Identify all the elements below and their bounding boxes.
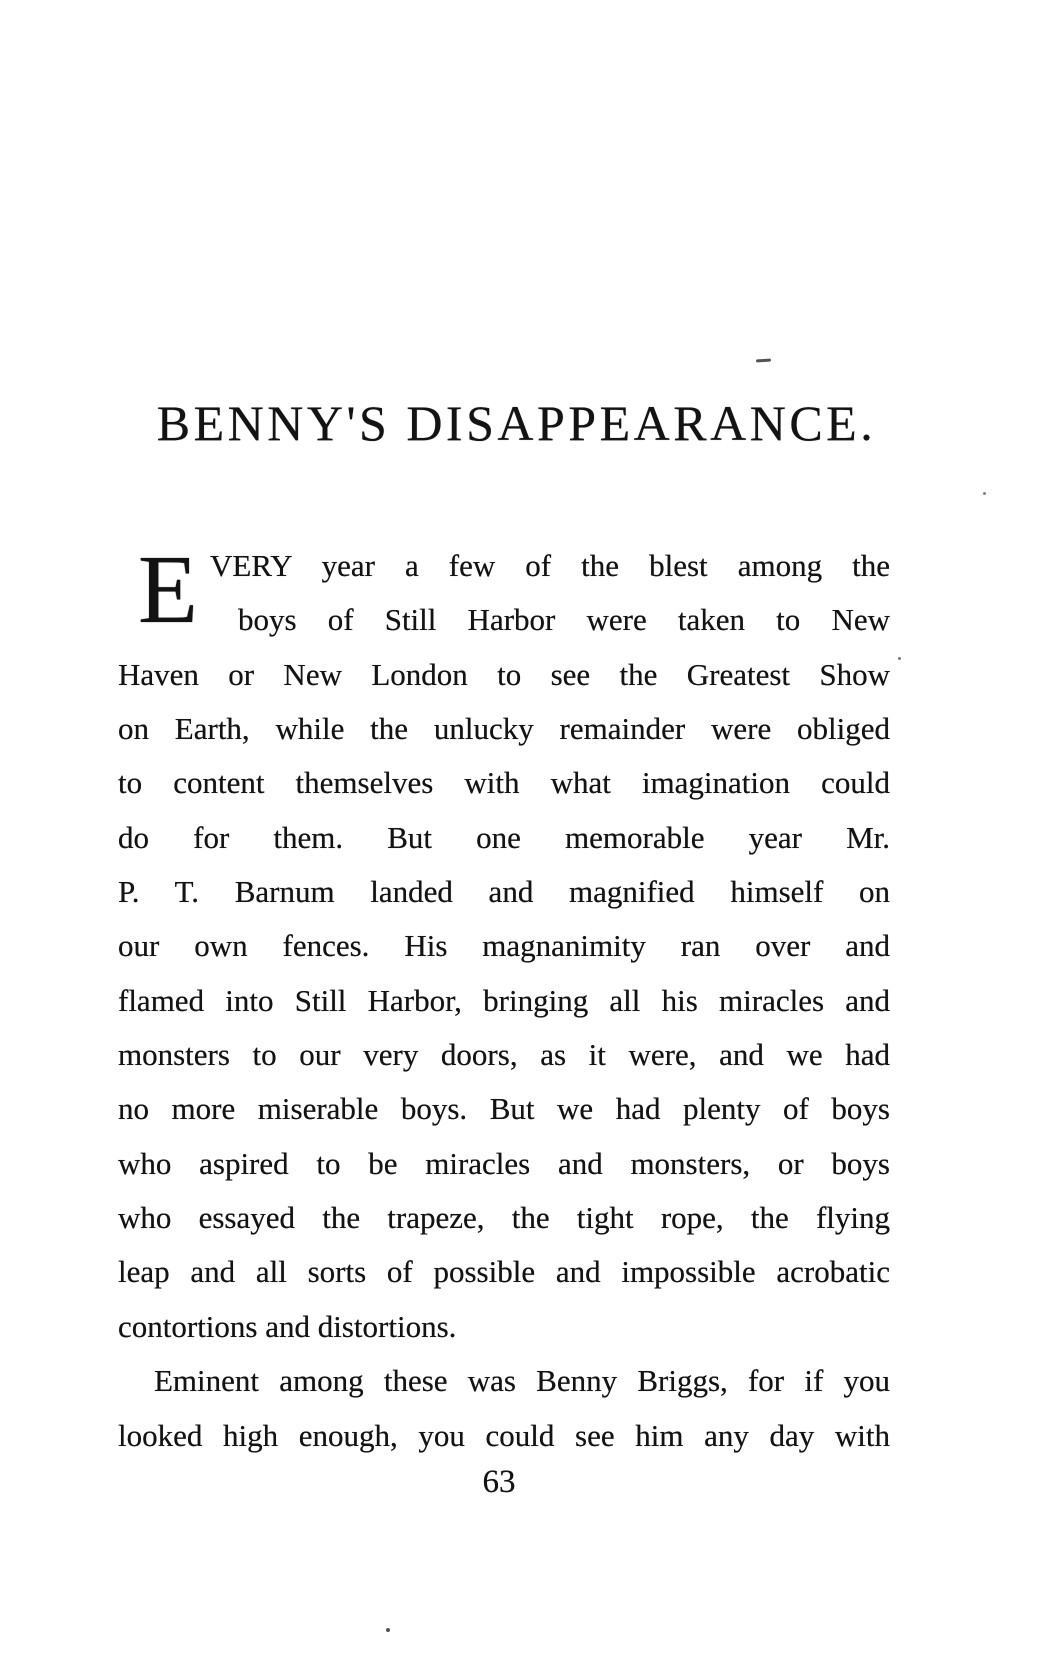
chapter-title: BENNY'S DISAPPEARANCE. bbox=[156, 395, 877, 451]
ink-squiggle-mark bbox=[756, 358, 771, 362]
text-line: our own fences. His magnanimity ran over and bbox=[118, 928, 890, 964]
text-line: on Earth, while the unlucky remainder were obliged bbox=[118, 711, 890, 747]
text-line: monsters to our very doors, as it were, and we had bbox=[118, 1037, 890, 1073]
text-line: looked high enough, you could see him any day with bbox=[118, 1417, 890, 1453]
text-line: no more miserable boys. But we had plenty of boys bbox=[118, 1091, 890, 1127]
ink-speck bbox=[386, 1628, 390, 1632]
text-line: to content themselves with what imagination could bbox=[118, 765, 890, 801]
page-number: 63 bbox=[482, 1464, 516, 1500]
ink-speck bbox=[983, 492, 986, 495]
ink-speck bbox=[898, 657, 901, 660]
text-line: do for them. But one memorable year Mr. bbox=[118, 819, 890, 855]
text-line: flamed into Still Harbor, bringing all his miracles and bbox=[118, 982, 890, 1018]
body-text bbox=[118, 536, 890, 1463]
text-line-paragraph-end: contortions and distortions. bbox=[118, 1308, 457, 1344]
text-line: Haven or New London to see the Greatest Show bbox=[118, 656, 890, 692]
text-line: who aspired to be miracles and monsters, or boys bbox=[118, 1145, 890, 1181]
text-line: leap and all sorts of possible and impossible acrobatic bbox=[118, 1254, 890, 1290]
text-line: P. T. Barnum landed and magnified himself on bbox=[118, 874, 890, 910]
text-line: VERY year a few of the blest among the bbox=[210, 548, 890, 583]
chapter-title-row bbox=[0, 395, 1033, 451]
drop-cap-letter: E bbox=[138, 536, 198, 644]
text-line: boys of Still Harbor were taken to New bbox=[238, 602, 890, 638]
text-line-paragraph-start: Eminent among these was Benny Briggs, for if you bbox=[154, 1363, 890, 1399]
text-line: who essayed the trapeze, the tight rope, the flying bbox=[118, 1200, 890, 1236]
